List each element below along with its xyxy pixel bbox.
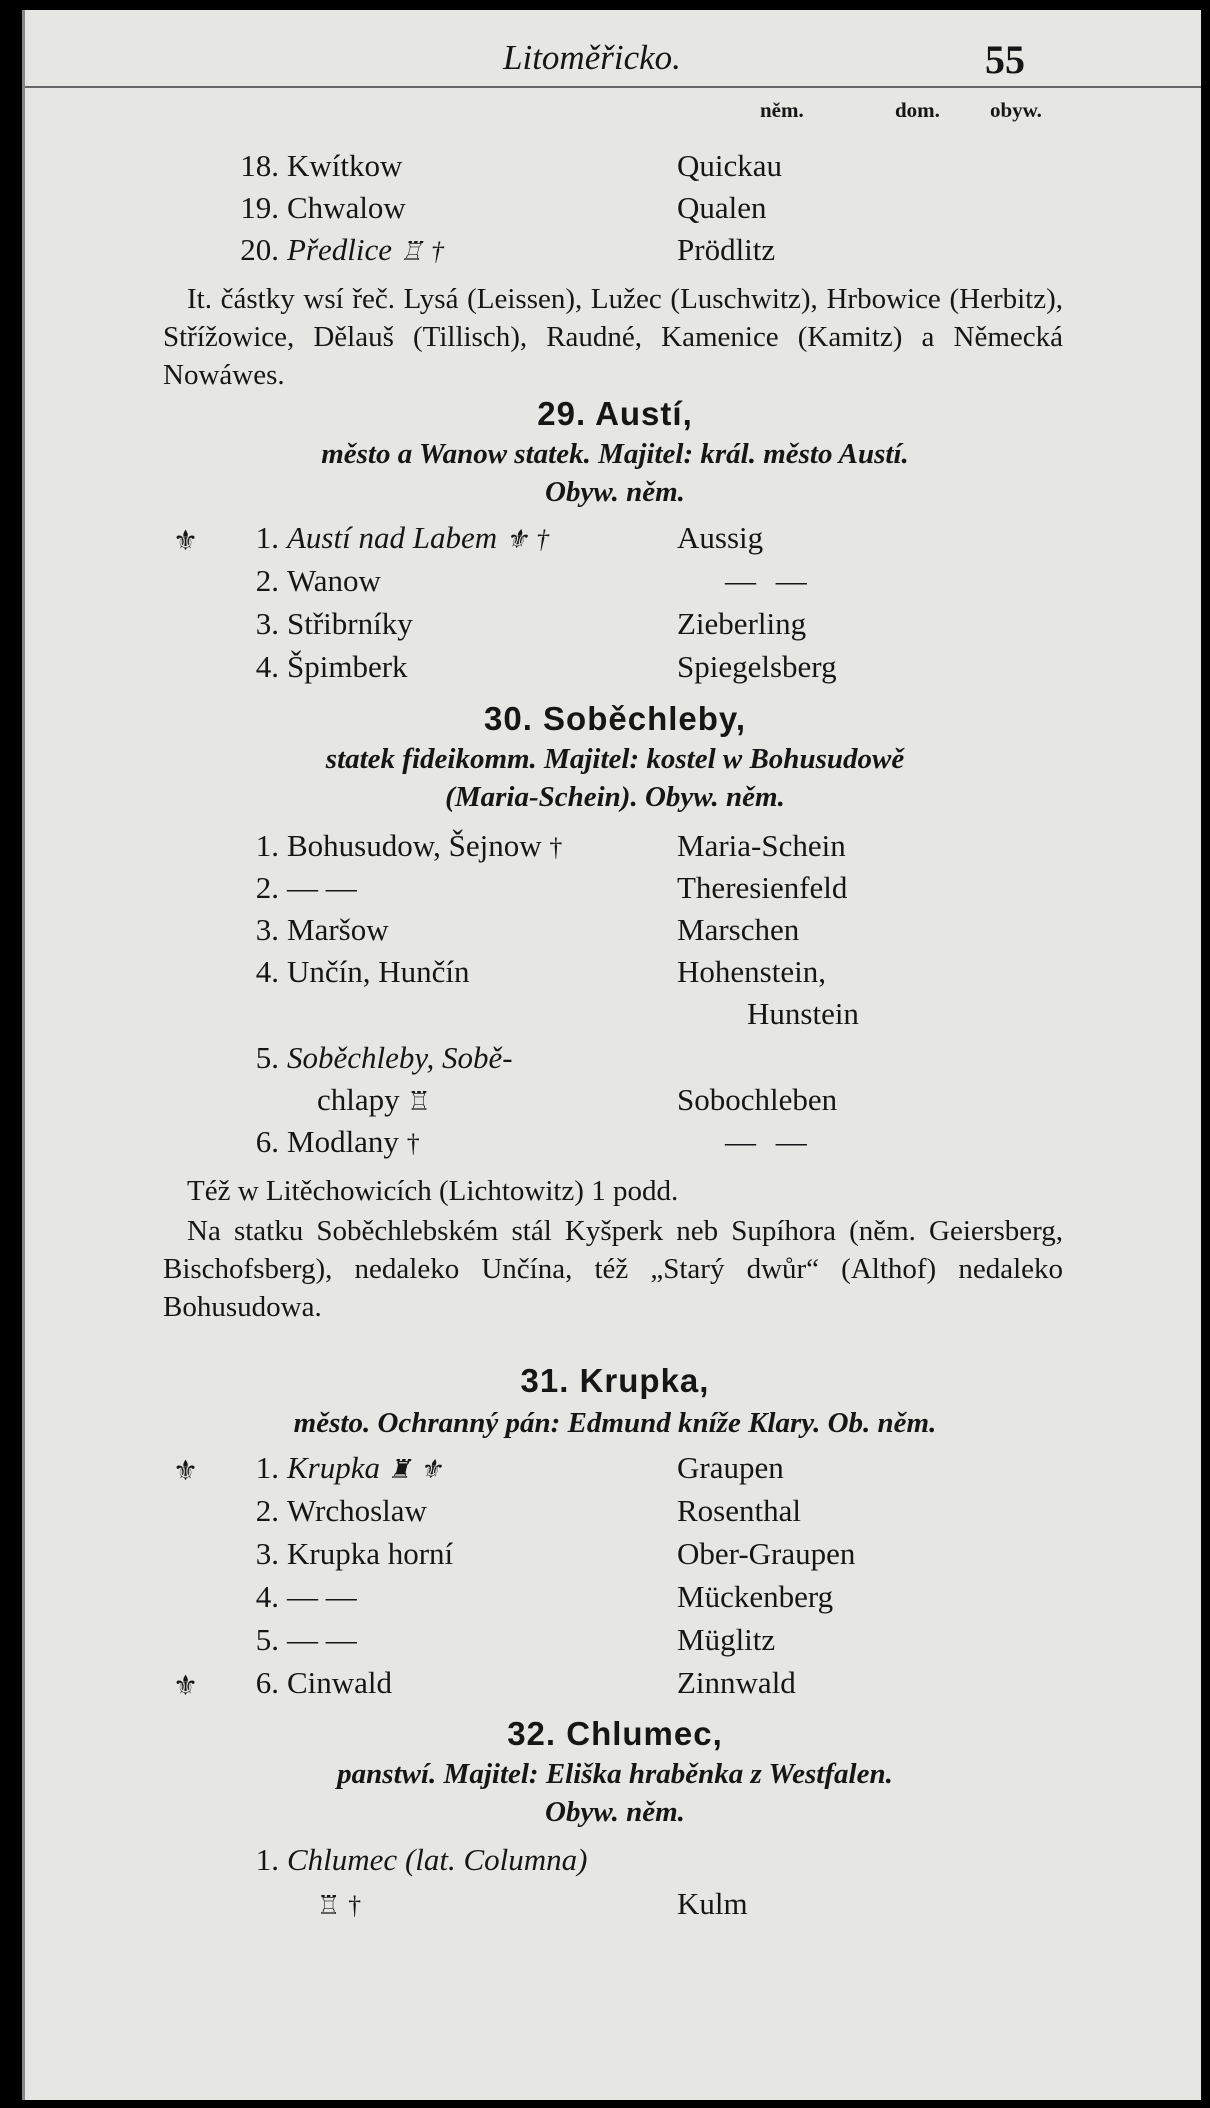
item-number: 1. bbox=[255, 1450, 279, 1485]
item-number: 6. bbox=[255, 1665, 279, 1700]
section-subtitle-32b: Obyw. něm. bbox=[545, 1796, 685, 1828]
item-german-name: Zieberling bbox=[677, 606, 807, 641]
item-name: Špimberk bbox=[287, 649, 408, 684]
fortress-icon: ♜ bbox=[387, 1455, 412, 1484]
section-subtitle-29b: Obyw. něm. bbox=[545, 476, 685, 508]
item-name-text: Modlany bbox=[287, 1124, 399, 1159]
item-german-name: Aussig bbox=[677, 520, 764, 555]
item-name bbox=[287, 520, 549, 556]
city-seal-icon: ⚜ bbox=[173, 1456, 199, 1487]
item-name: Wanow bbox=[287, 563, 381, 598]
item-number: 6. bbox=[255, 1124, 279, 1159]
item-name: Cinwald bbox=[287, 1665, 393, 1700]
city-seal-icon: ⚜ bbox=[173, 1671, 199, 1702]
item-german-name: Mückenberg bbox=[677, 1579, 834, 1614]
castle-icon: ♖ bbox=[317, 1891, 341, 1920]
item-name: Střibrníky bbox=[287, 606, 413, 641]
item-name-text: Krupka bbox=[287, 1450, 380, 1485]
section-subtitle-30: statek fideikomm. Majitel: kostel w Bohusudowě bbox=[325, 743, 905, 775]
item-german-name: Ober-Graupen bbox=[677, 1536, 856, 1571]
item-name bbox=[287, 1124, 420, 1160]
item-number: 3. bbox=[255, 912, 279, 947]
item-name: Soběchleby, Sobě- bbox=[287, 1040, 513, 1075]
item-german-name: Hohenstein, bbox=[677, 954, 826, 989]
item-name: Krupka horní bbox=[287, 1536, 454, 1571]
item-number: 4. bbox=[255, 1579, 279, 1614]
item-name: Maršow bbox=[287, 912, 389, 947]
item-german-name: Kulm bbox=[677, 1886, 748, 1921]
item-german-name: Spiegelsberg bbox=[677, 649, 837, 684]
item-german-name: Sobochleben bbox=[677, 1082, 838, 1117]
item-name: — — bbox=[287, 1579, 357, 1614]
item-number: 2. bbox=[255, 870, 279, 905]
item-number: 2. bbox=[255, 1493, 279, 1528]
section-subtitle-31: město. Ochranný pán: Edmund kníže Klary. Ob. něm. bbox=[293, 1407, 937, 1439]
item-name: Kwítkow bbox=[287, 148, 403, 183]
item-number: 1. bbox=[255, 828, 279, 863]
city-seal-icon: ⚜ bbox=[418, 1455, 443, 1484]
item-number: 5. bbox=[255, 1622, 279, 1657]
note-paragraph: It. částky wsí řeč. Lysá (Leissen), Lužec (Luschwitz), Hrbowice (Herbitz), Střížowice, Dělauš (Tillisch), Raudné, Kamenice (Kamitz) a Německá Nowáwes. bbox=[163, 283, 1063, 391]
item-number: 3. bbox=[255, 606, 279, 641]
column-header-lang: něm. bbox=[760, 98, 804, 122]
item-number: 20. bbox=[240, 232, 279, 267]
item-number: 5. bbox=[255, 1040, 279, 1075]
item-number: 18. bbox=[240, 148, 279, 183]
item-name-text: Bohusudow, Šejnow bbox=[287, 828, 542, 863]
item-name-text: chlapy bbox=[317, 1082, 400, 1117]
column-header-houses: dom. bbox=[895, 98, 940, 122]
item-german-name: Graupen bbox=[677, 1450, 784, 1485]
item-name: Chlumec (lat. Columna) bbox=[287, 1842, 588, 1877]
item-german-name: Marschen bbox=[677, 912, 800, 947]
page-number: 55 bbox=[985, 37, 1025, 82]
city-seal-icon: ⚜ bbox=[504, 525, 529, 554]
item-symbols bbox=[317, 1886, 361, 1922]
item-name: Wrchoslaw bbox=[287, 1493, 427, 1528]
section-subtitle-32: panstwí. Majitel: Eliška hraběnka z Westfalen. bbox=[337, 1758, 893, 1790]
item-name: Chwalow bbox=[287, 190, 406, 225]
item-name-text: Austí nad Labem bbox=[287, 520, 498, 555]
item-german-name: — — bbox=[725, 1124, 813, 1159]
item-german-name: Maria-Schein bbox=[677, 828, 846, 863]
cross-icon: † bbox=[348, 1891, 362, 1920]
item-german-name: — — bbox=[725, 563, 813, 598]
section-heading-31: 31. Krupka, bbox=[520, 1362, 710, 1399]
item-number: 2. bbox=[255, 563, 279, 598]
cross-icon: † bbox=[430, 237, 444, 266]
cross-icon: † bbox=[549, 833, 563, 862]
item-german-name: Rosenthal bbox=[677, 1493, 801, 1528]
page-header bbox=[25, 28, 1201, 88]
item-german-name: Zinnwald bbox=[677, 1665, 796, 1700]
item-number: 4. bbox=[255, 649, 279, 684]
note-paragraph: Na statku Soběchlebském stál Kyšperk neb Supíhora (něm. Geiersberg, Bischofsberg), nedaleko Unčína, též „Starý dwůr“ (Althof) nedaleko Bohusudowa. bbox=[163, 1215, 1063, 1323]
running-title: Litoměřicko. bbox=[503, 38, 681, 77]
item-number: 1. bbox=[255, 520, 279, 555]
cross-icon: † bbox=[406, 1129, 420, 1158]
section-heading-30: 30. Soběchleby, bbox=[484, 700, 746, 737]
note-paragraph: Též w Litěchowicích (Lichtowitz) 1 podd. bbox=[187, 1175, 679, 1207]
item-number: 4. bbox=[255, 954, 279, 989]
header-rule bbox=[25, 86, 1201, 88]
castle-icon: ♖ bbox=[399, 237, 424, 266]
section-heading-32: 32. Chlumec, bbox=[507, 1715, 723, 1752]
castle-icon: ♖ bbox=[407, 1087, 431, 1116]
section-subtitle-30b: (Maria-Schein). Obyw. něm. bbox=[445, 781, 785, 813]
item-name bbox=[287, 828, 562, 864]
city-seal-icon: ⚜ bbox=[173, 526, 199, 557]
item-german-name: Quickau bbox=[677, 148, 783, 183]
item-number: 3. bbox=[255, 1536, 279, 1571]
item-german-name: Hunstein bbox=[747, 996, 859, 1031]
item-name: Unčín, Hunčín bbox=[287, 954, 470, 989]
item-number: 19. bbox=[240, 190, 279, 225]
item-name bbox=[317, 1082, 431, 1118]
book-page bbox=[22, 10, 1201, 2100]
item-name bbox=[287, 232, 444, 268]
item-number: 1. bbox=[255, 1842, 279, 1877]
item-name bbox=[287, 1450, 442, 1486]
item-german-name: Prödlitz bbox=[677, 232, 776, 267]
section-heading-29: 29. Austí, bbox=[537, 395, 693, 432]
item-name: — — bbox=[287, 870, 357, 905]
item-german-name: Theresienfeld bbox=[677, 870, 848, 905]
item-german-name: Müglitz bbox=[677, 1622, 776, 1657]
column-header-inhabitants: obyw. bbox=[990, 98, 1042, 122]
item-german-name: Qualen bbox=[677, 190, 767, 225]
cross-icon: † bbox=[535, 525, 549, 554]
item-name-text: Předlice bbox=[287, 232, 393, 267]
section-subtitle-29: město a Wanow statek. Majitel: král. město Austí. bbox=[321, 438, 909, 470]
item-name: — — bbox=[287, 1622, 357, 1657]
